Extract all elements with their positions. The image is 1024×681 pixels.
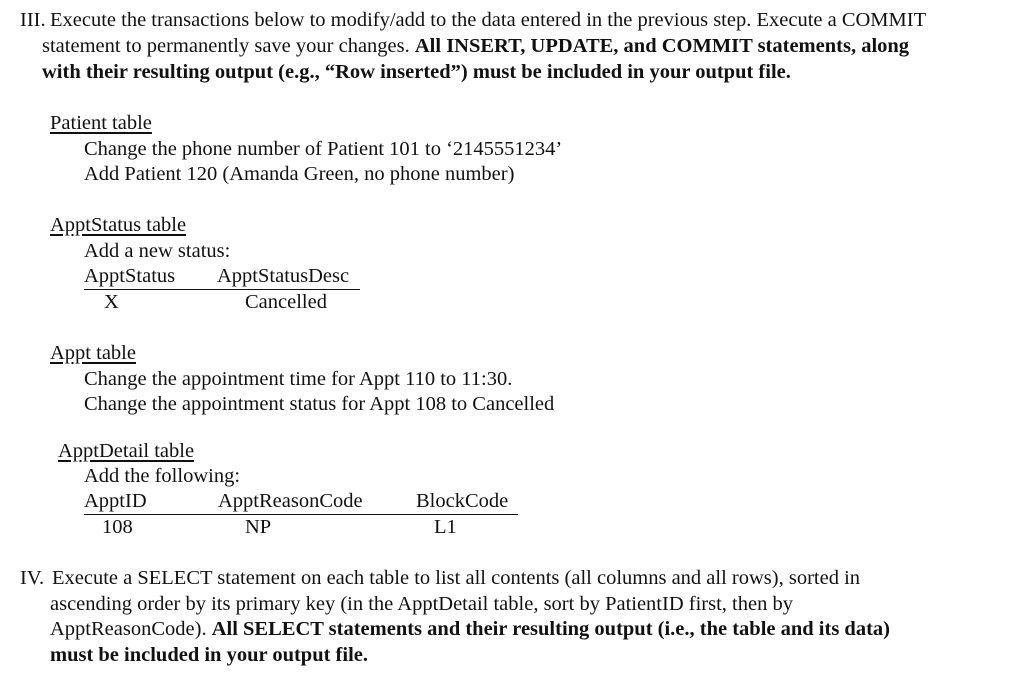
apptdetail-col-apptid: ApptID (84, 490, 147, 512)
appt-item-1: Change the appointment time for Appt 110 to 11:30. (84, 368, 513, 390)
apptdetail-col-reasoncode: ApptReasonCode (218, 490, 363, 512)
section-iii-line-2 (42, 34, 909, 60)
appt-item-2: Change the appointment status for Appt 108 to Cancelled (84, 393, 555, 415)
apptstatus-col-apptstatus: ApptStatus (84, 265, 176, 287)
patient-item-1: Change the phone number of Patient 101 to ‘2145551234’ (84, 138, 563, 160)
section-iii-line-2-plain: statement to permanently save your changes. (42, 35, 415, 57)
section-iv-line-3-bold: All SELECT statements and their resulting output (i.e., the table and its data) (211, 618, 890, 640)
apptdetail-col-blockcode: BlockCode (416, 490, 509, 512)
section-iv-line-1: Execute a SELECT statement on each table to list all contents (all columns and all rows), sorted in (52, 567, 861, 589)
section-iv-line-3-plain: ApptReasonCode). (50, 618, 212, 640)
apptdetail-value-reasoncode: NP (245, 516, 272, 538)
apptstatus-header-row (84, 264, 360, 290)
apptdetail-value-apptid: 108 (102, 516, 133, 538)
apptstatus-col-desc: ApptStatusDesc (217, 265, 350, 287)
section-iii-number: III. (20, 9, 46, 31)
section-iv-number: IV. (20, 567, 45, 589)
apptstatus-value-code: X (104, 291, 119, 313)
section-iv-line-2: ascending order by its primary key (in the ApptDetail table, sort by PatientID first, then by (50, 593, 793, 615)
apptdetail-intro: Add the following: (84, 465, 241, 487)
apptdetail-heading: ApptDetail table (58, 440, 195, 462)
section-iii-line-1: Execute the transactions below to modify/add to the data entered in the previous step. Execute a COMMIT (50, 9, 927, 31)
patient-item-2: Add Patient 120 (Amanda Green, no phone number) (84, 163, 515, 185)
appt-heading: Appt table (50, 342, 136, 364)
apptstatus-value-desc: Cancelled (245, 291, 327, 313)
apptstatus-heading: ApptStatus table (50, 214, 187, 236)
section-iii-line-3: with their resulting output (e.g., “Row inserted”) must be included in your output file. (42, 61, 791, 83)
patient-heading: Patient table (50, 112, 152, 134)
apptdetail-value-blockcode: L1 (434, 516, 457, 538)
section-iv-line-3 (50, 617, 890, 643)
section-iv-line-4: must be included in your output file. (50, 644, 369, 666)
section-iii-line-2-bold: All INSERT, UPDATE, and COMMIT statements, along (414, 35, 910, 57)
apptdetail-header-row (84, 489, 518, 515)
apptstatus-intro: Add a new status: (84, 240, 231, 262)
